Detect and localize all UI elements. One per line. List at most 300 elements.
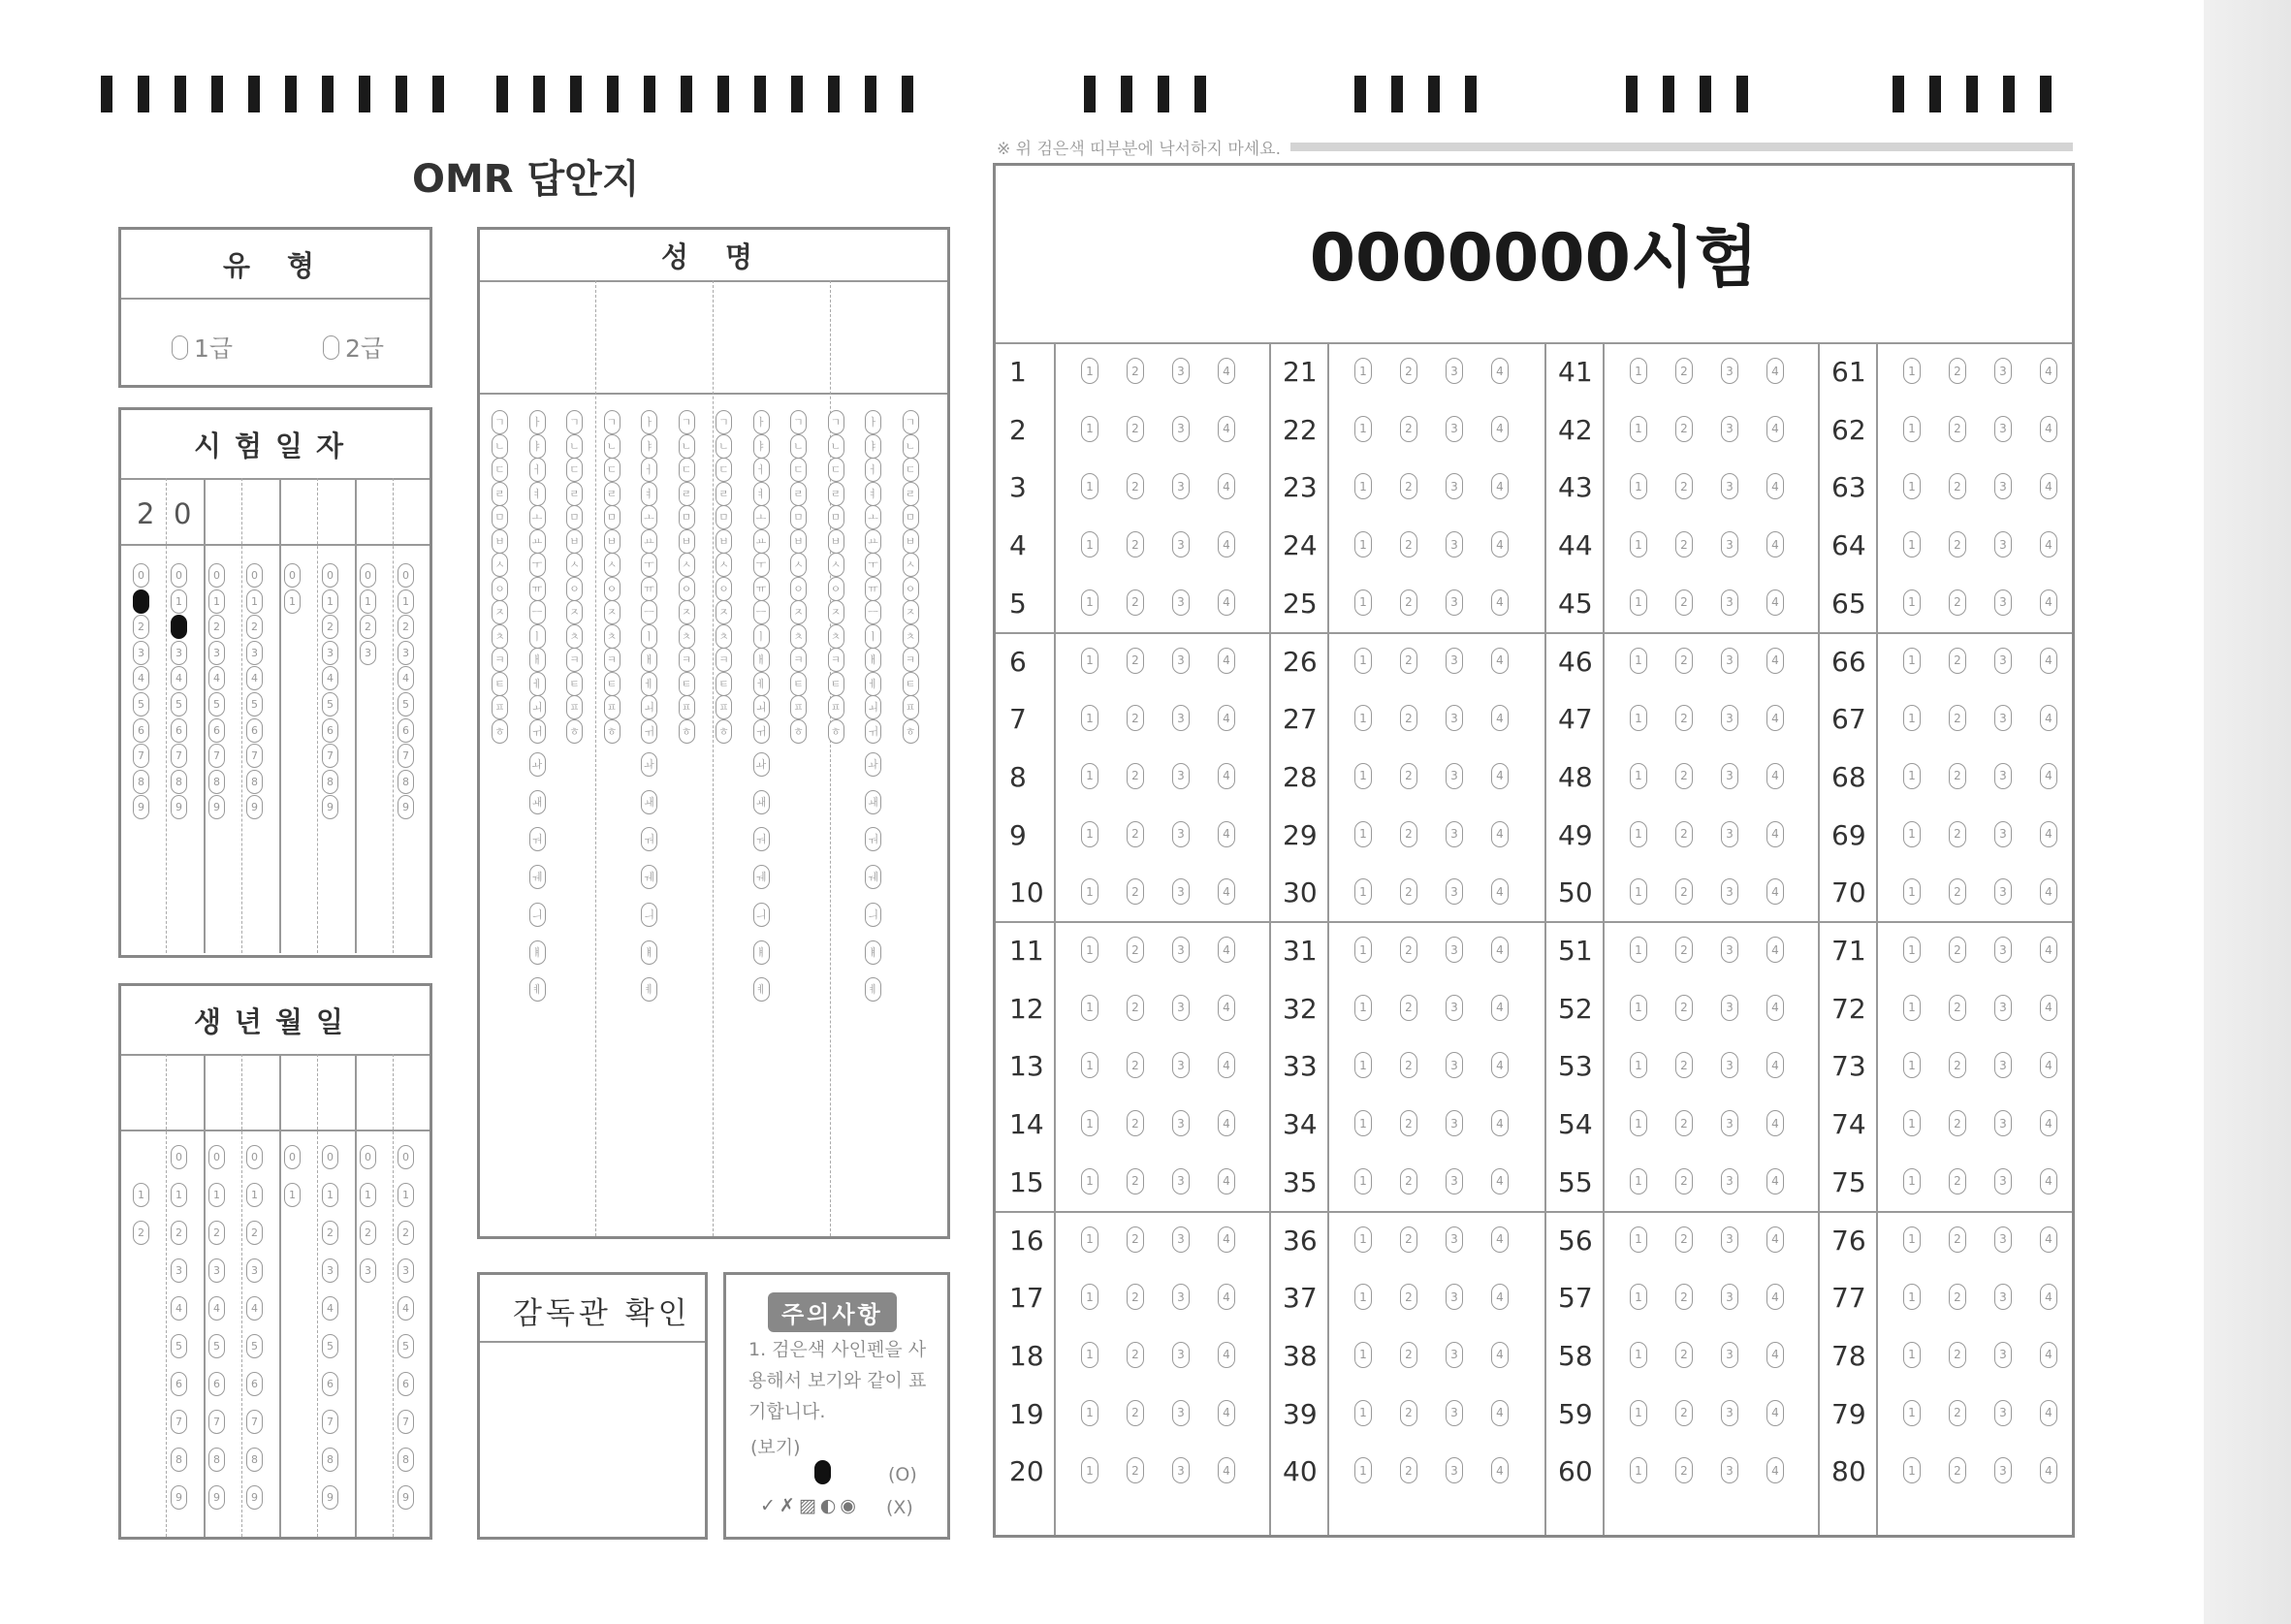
answer-bubble-q28-1[interactable]: 1	[1354, 763, 1372, 789]
answer-bubble-q2-2[interactable]: 2	[1127, 416, 1144, 442]
date-bubble-col6-0[interactable]: 0	[322, 563, 338, 588]
name-bubble[interactable]: ㅙ	[865, 790, 881, 814]
date-bubble-col4-3[interactable]: 3	[246, 641, 263, 665]
answer-bubble-q12-4[interactable]: 4	[1218, 995, 1235, 1021]
answer-bubble-q56-4[interactable]: 4	[1766, 1226, 1784, 1253]
name-bubble[interactable]: ㅞ	[641, 865, 657, 889]
date-bubble-col6-1[interactable]: 1	[322, 589, 338, 614]
name-bubble[interactable]: ㅣ	[865, 624, 881, 649]
answer-bubble-q36-3[interactable]: 3	[1446, 1226, 1463, 1253]
name-bubble[interactable]: ㄴ	[903, 434, 919, 459]
birth-bubble-col2-8[interactable]: 8	[171, 1448, 187, 1472]
birth-bubble-col4-2[interactable]: 2	[246, 1221, 263, 1245]
answer-bubble-q29-3[interactable]: 3	[1446, 821, 1463, 847]
name-bubble[interactable]: ㅈ	[492, 600, 508, 624]
answer-bubble-q79-3[interactable]: 3	[1994, 1400, 2012, 1426]
answer-bubble-q57-1[interactable]: 1	[1630, 1284, 1647, 1310]
answer-bubble-q49-1[interactable]: 1	[1630, 821, 1647, 847]
name-bubble[interactable]: ㅐ	[865, 648, 881, 672]
answer-bubble-q20-3[interactable]: 3	[1172, 1457, 1190, 1483]
name-bubble[interactable]: ㅎ	[492, 719, 508, 744]
name-bubble[interactable]: ㅑ	[865, 434, 881, 459]
answer-bubble-q63-3[interactable]: 3	[1994, 473, 2012, 499]
answer-bubble-q76-1[interactable]: 1	[1903, 1226, 1921, 1253]
name-bubble[interactable]: ㅁ	[679, 505, 695, 529]
answer-bubble-q27-1[interactable]: 1	[1354, 705, 1372, 731]
name-bubble[interactable]: ㅝ	[753, 827, 770, 851]
name-bubble[interactable]: ㅡ	[753, 600, 770, 624]
name-bubble[interactable]: ㅏ	[641, 410, 657, 434]
name-bubble[interactable]: ㅍ	[492, 695, 508, 719]
answer-bubble-q54-1[interactable]: 1	[1630, 1110, 1647, 1136]
date-bubble-col2-0[interactable]: 0	[171, 563, 187, 588]
date-bubble-col1-2[interactable]: 2	[133, 615, 149, 639]
answer-bubble-q22-3[interactable]: 3	[1446, 416, 1463, 442]
name-bubble[interactable]: ㅈ	[679, 600, 695, 624]
date-bubble-col2-2[interactable]	[171, 615, 187, 639]
answer-bubble-q18-4[interactable]: 4	[1218, 1342, 1235, 1368]
name-bubble[interactable]: ㄹ	[492, 482, 508, 506]
answer-bubble-q2-1[interactable]: 1	[1081, 416, 1098, 442]
name-bubble[interactable]: ㅕ	[865, 482, 881, 506]
name-bubble[interactable]: ㅚ	[753, 695, 770, 719]
answer-bubble-q5-4[interactable]: 4	[1218, 589, 1235, 616]
birth-bubble-col3-4[interactable]: 4	[208, 1296, 225, 1321]
name-bubble[interactable]: ㄱ	[604, 410, 620, 434]
name-bubble[interactable]: ㅍ	[828, 695, 844, 719]
name-bubble[interactable]: ㄷ	[604, 458, 620, 482]
name-bubble[interactable]: ㅇ	[492, 577, 508, 601]
answer-bubble-q73-4[interactable]: 4	[2040, 1052, 2057, 1078]
name-bubble[interactable]: ㄹ	[566, 482, 583, 506]
answer-bubble-q4-2[interactable]: 2	[1127, 531, 1144, 557]
date-bubble-col8-1[interactable]: 1	[398, 589, 414, 614]
date-bubble-col3-2[interactable]: 2	[208, 615, 225, 639]
date-bubble-col6-6[interactable]: 6	[322, 718, 338, 743]
birth-bubble-col2-1[interactable]: 1	[171, 1183, 187, 1207]
date-bubble-col3-7[interactable]: 7	[208, 744, 225, 768]
name-bubble[interactable]: ㅓ	[865, 458, 881, 482]
name-bubble[interactable]: ㅂ	[716, 529, 732, 554]
name-bubble[interactable]: ㅌ	[492, 672, 508, 696]
name-bubble[interactable]: ㅂ	[903, 529, 919, 554]
name-bubble[interactable]: ㅊ	[604, 624, 620, 649]
name-bubble[interactable]: ㅌ	[903, 672, 919, 696]
date-bubble-col1-6[interactable]: 6	[133, 718, 149, 743]
answer-bubble-q73-3[interactable]: 3	[1994, 1052, 2012, 1078]
answer-bubble-q70-2[interactable]: 2	[1949, 878, 1966, 905]
birth-bubble-col5-1[interactable]: 1	[284, 1183, 301, 1207]
answer-bubble-q70-4[interactable]: 4	[2040, 878, 2057, 905]
answer-bubble-q75-1[interactable]: 1	[1903, 1168, 1921, 1194]
date-bubble-col5-0[interactable]: 0	[284, 563, 301, 588]
answer-bubble-q64-4[interactable]: 4	[2040, 531, 2057, 557]
birth-bubble-col8-0[interactable]: 0	[398, 1145, 414, 1169]
date-bubble-col7-0[interactable]: 0	[360, 563, 376, 588]
answer-bubble-q56-3[interactable]: 3	[1721, 1226, 1738, 1253]
answer-bubble-q77-2[interactable]: 2	[1949, 1284, 1966, 1310]
answer-bubble-q78-3[interactable]: 3	[1994, 1342, 2012, 1368]
answer-bubble-q3-2[interactable]: 2	[1127, 473, 1144, 499]
answer-bubble-q60-1[interactable]: 1	[1630, 1457, 1647, 1483]
answer-bubble-q12-3[interactable]: 3	[1172, 995, 1190, 1021]
name-bubble[interactable]: ㅋ	[903, 648, 919, 672]
answer-bubble-q42-2[interactable]: 2	[1675, 416, 1693, 442]
date-bubble-col8-6[interactable]: 6	[398, 718, 414, 743]
name-bubble[interactable]: ㅟ	[865, 719, 881, 744]
answer-bubble-q25-2[interactable]: 2	[1400, 589, 1417, 616]
birth-bubble-col3-1[interactable]: 1	[208, 1183, 225, 1207]
answer-bubble-q21-4[interactable]: 4	[1491, 358, 1509, 384]
name-bubble[interactable]: ㅔ	[753, 672, 770, 696]
name-bubble[interactable]: ㅊ	[790, 624, 807, 649]
name-bubble[interactable]: ㄴ	[679, 434, 695, 459]
answer-bubble-q52-1[interactable]: 1	[1630, 995, 1647, 1021]
answer-bubble-q49-3[interactable]: 3	[1721, 821, 1738, 847]
name-bubble[interactable]: ㅂ	[790, 529, 807, 554]
answer-bubble-q76-2[interactable]: 2	[1949, 1226, 1966, 1253]
birth-bubble-col6-3[interactable]: 3	[322, 1258, 338, 1283]
answer-bubble-q46-4[interactable]: 4	[1766, 648, 1784, 674]
date-bubble-col7-2[interactable]: 2	[360, 615, 376, 639]
name-bubble[interactable]: ㅊ	[566, 624, 583, 649]
answer-bubble-q58-4[interactable]: 4	[1766, 1342, 1784, 1368]
answer-bubble-q67-2[interactable]: 2	[1949, 705, 1966, 731]
name-bubble[interactable]: ㅍ	[604, 695, 620, 719]
name-bubble[interactable]: ㅇ	[679, 577, 695, 601]
name-bubble[interactable]: ㅅ	[790, 553, 807, 577]
answer-bubble-q76-3[interactable]: 3	[1994, 1226, 2012, 1253]
answer-bubble-q50-2[interactable]: 2	[1675, 878, 1693, 905]
answer-bubble-q10-1[interactable]: 1	[1081, 878, 1098, 905]
birth-bubble-col2-6[interactable]: 6	[171, 1372, 187, 1396]
name-bubble[interactable]: ㄴ	[566, 434, 583, 459]
answer-bubble-q58-3[interactable]: 3	[1721, 1342, 1738, 1368]
birth-bubble-col2-0[interactable]: 0	[171, 1145, 187, 1169]
answer-bubble-q8-1[interactable]: 1	[1081, 763, 1098, 789]
date-bubble-col1-7[interactable]: 7	[133, 744, 149, 768]
answer-bubble-q72-2[interactable]: 2	[1949, 995, 1966, 1021]
answer-bubble-q33-1[interactable]: 1	[1354, 1052, 1372, 1078]
answer-bubble-q6-1[interactable]: 1	[1081, 648, 1098, 674]
answer-bubble-q66-3[interactable]: 3	[1994, 648, 2012, 674]
answer-bubble-q38-3[interactable]: 3	[1446, 1342, 1463, 1368]
answer-bubble-q13-1[interactable]: 1	[1081, 1052, 1098, 1078]
answer-bubble-q55-4[interactable]: 4	[1766, 1168, 1784, 1194]
answer-bubble-q53-4[interactable]: 4	[1766, 1052, 1784, 1078]
answer-bubble-q79-2[interactable]: 2	[1949, 1400, 1966, 1426]
name-bubble[interactable]: ㅠ	[865, 577, 881, 601]
answer-bubble-q77-3[interactable]: 3	[1994, 1284, 2012, 1310]
name-bubble[interactable]: ㅁ	[566, 505, 583, 529]
answer-bubble-q59-1[interactable]: 1	[1630, 1400, 1647, 1426]
answer-bubble-q74-1[interactable]: 1	[1903, 1110, 1921, 1136]
name-bubble[interactable]: ㅇ	[716, 577, 732, 601]
answer-bubble-q47-2[interactable]: 2	[1675, 705, 1693, 731]
name-bubble[interactable]: ㅍ	[679, 695, 695, 719]
answer-bubble-q48-3[interactable]: 3	[1721, 763, 1738, 789]
answer-bubble-q40-2[interactable]: 2	[1400, 1457, 1417, 1483]
answer-bubble-q80-1[interactable]: 1	[1903, 1457, 1921, 1483]
answer-bubble-q51-1[interactable]: 1	[1630, 937, 1647, 963]
answer-bubble-q35-1[interactable]: 1	[1354, 1168, 1372, 1194]
name-bubble[interactable]: ㅇ	[566, 577, 583, 601]
date-bubble-col2-3[interactable]: 3	[171, 641, 187, 665]
name-bubble[interactable]: ㅟ	[529, 719, 546, 744]
answer-bubble-q78-4[interactable]: 4	[2040, 1342, 2057, 1368]
name-bubble[interactable]: ㄱ	[679, 410, 695, 434]
answer-bubble-q2-3[interactable]: 3	[1172, 416, 1190, 442]
date-bubble-col1-4[interactable]: 4	[133, 666, 149, 690]
answer-bubble-q57-3[interactable]: 3	[1721, 1284, 1738, 1310]
date-bubble-col3-8[interactable]: 8	[208, 770, 225, 794]
answer-bubble-q63-1[interactable]: 1	[1903, 473, 1921, 499]
name-bubble[interactable]: ㄴ	[604, 434, 620, 459]
name-bubble[interactable]: ㅕ	[753, 482, 770, 506]
answer-bubble-q36-4[interactable]: 4	[1491, 1226, 1509, 1253]
birth-bubble-col3-8[interactable]: 8	[208, 1448, 225, 1472]
answer-bubble-q52-3[interactable]: 3	[1721, 995, 1738, 1021]
answer-bubble-q27-2[interactable]: 2	[1400, 705, 1417, 731]
name-bubble[interactable]: ㄹ	[790, 482, 807, 506]
answer-bubble-q70-1[interactable]: 1	[1903, 878, 1921, 905]
answer-bubble-q72-1[interactable]: 1	[1903, 995, 1921, 1021]
answer-bubble-q50-1[interactable]: 1	[1630, 878, 1647, 905]
date-bubble-col1-1[interactable]	[133, 589, 149, 614]
answer-bubble-q15-1[interactable]: 1	[1081, 1168, 1098, 1194]
birth-bubble-col2-4[interactable]: 4	[171, 1296, 187, 1321]
answer-bubble-q47-1[interactable]: 1	[1630, 705, 1647, 731]
date-bubble-col4-7[interactable]: 7	[246, 744, 263, 768]
name-bubble[interactable]: ㅠ	[641, 577, 657, 601]
birth-bubble-col4-3[interactable]: 3	[246, 1258, 263, 1283]
answer-bubble-q1-1[interactable]: 1	[1081, 358, 1098, 384]
answer-bubble-q19-4[interactable]: 4	[1218, 1400, 1235, 1426]
answer-bubble-q39-4[interactable]: 4	[1491, 1400, 1509, 1426]
answer-bubble-q45-2[interactable]: 2	[1675, 589, 1693, 616]
answer-bubble-q59-3[interactable]: 3	[1721, 1400, 1738, 1426]
answer-bubble-q17-1[interactable]: 1	[1081, 1284, 1098, 1310]
name-bubble[interactable]: ㅝ	[641, 827, 657, 851]
answer-bubble-q41-2[interactable]: 2	[1675, 358, 1693, 384]
date-bubble-col1-8[interactable]: 8	[133, 770, 149, 794]
answer-bubble-q18-3[interactable]: 3	[1172, 1342, 1190, 1368]
answer-bubble-q73-1[interactable]: 1	[1903, 1052, 1921, 1078]
answer-bubble-q74-3[interactable]: 3	[1994, 1110, 2012, 1136]
birth-bubble-col6-8[interactable]: 8	[322, 1448, 338, 1472]
birth-bubble-col7-2[interactable]: 2	[360, 1221, 376, 1245]
birth-bubble-col6-6[interactable]: 6	[322, 1372, 338, 1396]
answer-bubble-q69-4[interactable]: 4	[2040, 821, 2057, 847]
name-bubble[interactable]: ㄴ	[790, 434, 807, 459]
answer-bubble-q10-4[interactable]: 4	[1218, 878, 1235, 905]
name-bubble[interactable]: ㅍ	[790, 695, 807, 719]
name-bubble[interactable]: ㅁ	[492, 505, 508, 529]
name-bubble[interactable]: ㅗ	[865, 505, 881, 529]
name-bubble[interactable]: ㅎ	[716, 719, 732, 744]
name-bubble[interactable]: ㅙ	[641, 790, 657, 814]
date-bubble-col8-4[interactable]: 4	[398, 666, 414, 690]
birth-bubble-col2-5[interactable]: 5	[171, 1334, 187, 1358]
answer-bubble-q48-2[interactable]: 2	[1675, 763, 1693, 789]
name-bubble[interactable]: ㅕ	[641, 482, 657, 506]
name-bubble[interactable]: ㅘ	[529, 752, 546, 777]
name-bubble[interactable]: ㅔ	[529, 672, 546, 696]
name-bubble[interactable]: ㅗ	[529, 505, 546, 529]
name-bubble[interactable]: ㅏ	[865, 410, 881, 434]
answer-bubble-q24-1[interactable]: 1	[1354, 531, 1372, 557]
name-bubble[interactable]: ㅡ	[641, 600, 657, 624]
name-bubble[interactable]: ㅐ	[529, 648, 546, 672]
date-bubble-col8-0[interactable]: 0	[398, 563, 414, 588]
name-bubble[interactable]: ㅋ	[828, 648, 844, 672]
birth-bubble-col6-9[interactable]: 9	[322, 1485, 338, 1510]
answer-bubble-q12-1[interactable]: 1	[1081, 995, 1098, 1021]
name-bubble[interactable]: ㄷ	[790, 458, 807, 482]
name-bubble[interactable]: ㅝ	[529, 827, 546, 851]
answer-bubble-q12-2[interactable]: 2	[1127, 995, 1144, 1021]
date-bubble-col5-1[interactable]: 1	[284, 589, 301, 614]
name-bubble[interactable]: ㅂ	[604, 529, 620, 554]
answer-bubble-q20-2[interactable]: 2	[1127, 1457, 1144, 1483]
answer-bubble-q14-4[interactable]: 4	[1218, 1110, 1235, 1136]
name-bubble[interactable]: ㅜ	[753, 553, 770, 577]
answer-bubble-q8-3[interactable]: 3	[1172, 763, 1190, 789]
date-bubble-col1-9[interactable]: 9	[133, 795, 149, 819]
answer-bubble-q53-3[interactable]: 3	[1721, 1052, 1738, 1078]
birth-bubble-col6-2[interactable]: 2	[322, 1221, 338, 1245]
answer-bubble-q1-3[interactable]: 3	[1172, 358, 1190, 384]
name-bubble[interactable]: ㅔ	[641, 672, 657, 696]
name-bubble[interactable]: ㅖ	[865, 977, 881, 1002]
answer-bubble-q65-2[interactable]: 2	[1949, 589, 1966, 616]
answer-bubble-q19-1[interactable]: 1	[1081, 1400, 1098, 1426]
name-bubble[interactable]: ㅋ	[790, 648, 807, 672]
name-bubble[interactable]: ㅈ	[716, 600, 732, 624]
answer-bubble-q52-4[interactable]: 4	[1766, 995, 1784, 1021]
answer-bubble-q59-2[interactable]: 2	[1675, 1400, 1693, 1426]
name-bubble[interactable]: ㅖ	[529, 977, 546, 1002]
answer-bubble-q24-2[interactable]: 2	[1400, 531, 1417, 557]
answer-bubble-q10-3[interactable]: 3	[1172, 878, 1190, 905]
answer-bubble-q40-1[interactable]: 1	[1354, 1457, 1372, 1483]
name-bubble[interactable]: ㅘ	[641, 752, 657, 777]
name-bubble[interactable]: ㅙ	[529, 790, 546, 814]
answer-bubble-q23-4[interactable]: 4	[1491, 473, 1509, 499]
answer-bubble-q60-2[interactable]: 2	[1675, 1457, 1693, 1483]
answer-bubble-q32-3[interactable]: 3	[1446, 995, 1463, 1021]
answer-bubble-q31-3[interactable]: 3	[1446, 937, 1463, 963]
name-bubble[interactable]: ㅡ	[529, 600, 546, 624]
answer-bubble-q16-1[interactable]: 1	[1081, 1226, 1098, 1253]
name-bubble[interactable]: ㅒ	[529, 940, 546, 965]
answer-bubble-q34-3[interactable]: 3	[1446, 1110, 1463, 1136]
name-bubble[interactable]: ㄱ	[492, 410, 508, 434]
answer-bubble-q46-1[interactable]: 1	[1630, 648, 1647, 674]
answer-bubble-q4-1[interactable]: 1	[1081, 531, 1098, 557]
date-bubble-col8-7[interactable]: 7	[398, 744, 414, 768]
answer-bubble-q39-2[interactable]: 2	[1400, 1400, 1417, 1426]
answer-bubble-q23-2[interactable]: 2	[1400, 473, 1417, 499]
name-bubble[interactable]: ㅅ	[828, 553, 844, 577]
answer-bubble-q26-4[interactable]: 4	[1491, 648, 1509, 674]
name-bubble[interactable]: ㅏ	[529, 410, 546, 434]
answer-bubble-q40-4[interactable]: 4	[1491, 1457, 1509, 1483]
name-bubble[interactable]: ㅎ	[566, 719, 583, 744]
answer-bubble-q30-3[interactable]: 3	[1446, 878, 1463, 905]
name-bubble[interactable]: ㅚ	[529, 695, 546, 719]
answer-bubble-q3-3[interactable]: 3	[1172, 473, 1190, 499]
birth-bubble-col4-4[interactable]: 4	[246, 1296, 263, 1321]
birth-bubble-col2-2[interactable]: 2	[171, 1221, 187, 1245]
answer-bubble-q78-1[interactable]: 1	[1903, 1342, 1921, 1368]
answer-bubble-q63-4[interactable]: 4	[2040, 473, 2057, 499]
answer-bubble-q25-1[interactable]: 1	[1354, 589, 1372, 616]
answer-bubble-q75-4[interactable]: 4	[2040, 1168, 2057, 1194]
name-bubble[interactable]: ㄷ	[716, 458, 732, 482]
date-bubble-col6-5[interactable]: 5	[322, 692, 338, 716]
answer-bubble-q71-2[interactable]: 2	[1949, 937, 1966, 963]
name-bubble[interactable]: ㅂ	[492, 529, 508, 554]
answer-bubble-q18-2[interactable]: 2	[1127, 1342, 1144, 1368]
name-bubble[interactable]: ㅠ	[529, 577, 546, 601]
answer-bubble-q67-4[interactable]: 4	[2040, 705, 2057, 731]
name-bubble[interactable]: ㅁ	[716, 505, 732, 529]
answer-bubble-q61-3[interactable]: 3	[1994, 358, 2012, 384]
name-bubble[interactable]: ㄹ	[828, 482, 844, 506]
answer-bubble-q44-4[interactable]: 4	[1766, 531, 1784, 557]
name-bubble[interactable]: ㅅ	[566, 553, 583, 577]
answer-bubble-q28-4[interactable]: 4	[1491, 763, 1509, 789]
answer-bubble-q76-4[interactable]: 4	[2040, 1226, 2057, 1253]
date-bubble-col4-2[interactable]: 2	[246, 615, 263, 639]
name-bubble[interactable]: ㄱ	[828, 410, 844, 434]
name-bubble[interactable]: ㅑ	[753, 434, 770, 459]
birth-bubble-col3-3[interactable]: 3	[208, 1258, 225, 1283]
answer-bubble-q44-2[interactable]: 2	[1675, 531, 1693, 557]
answer-bubble-q25-4[interactable]: 4	[1491, 589, 1509, 616]
name-bubble[interactable]: ㄷ	[903, 458, 919, 482]
date-bubble-col3-9[interactable]: 9	[208, 795, 225, 819]
name-bubble[interactable]: ㅛ	[753, 529, 770, 554]
birth-bubble-col7-1[interactable]: 1	[360, 1183, 376, 1207]
birth-bubble-col4-0[interactable]: 0	[246, 1145, 263, 1169]
answer-bubble-q31-1[interactable]: 1	[1354, 937, 1372, 963]
name-bubble[interactable]: ㅐ	[641, 648, 657, 672]
answer-bubble-q34-4[interactable]: 4	[1491, 1110, 1509, 1136]
answer-bubble-q77-4[interactable]: 4	[2040, 1284, 2057, 1310]
name-bubble[interactable]: ㄱ	[903, 410, 919, 434]
answer-bubble-q24-3[interactable]: 3	[1446, 531, 1463, 557]
answer-bubble-q9-1[interactable]: 1	[1081, 821, 1098, 847]
name-bubble[interactable]: ㅢ	[529, 903, 546, 927]
name-bubble[interactable]: ㅗ	[753, 505, 770, 529]
answer-bubble-q4-4[interactable]: 4	[1218, 531, 1235, 557]
name-bubble[interactable]: ㅋ	[716, 648, 732, 672]
answer-bubble-q44-3[interactable]: 3	[1721, 531, 1738, 557]
answer-bubble-q34-2[interactable]: 2	[1400, 1110, 1417, 1136]
answer-bubble-q75-2[interactable]: 2	[1949, 1168, 1966, 1194]
name-bubble[interactable]: ㅞ	[753, 865, 770, 889]
date-bubble-col2-5[interactable]: 5	[171, 692, 187, 716]
answer-bubble-q59-4[interactable]: 4	[1766, 1400, 1784, 1426]
name-bubble[interactable]: ㅈ	[604, 600, 620, 624]
answer-bubble-q30-1[interactable]: 1	[1354, 878, 1372, 905]
birth-bubble-col8-5[interactable]: 5	[398, 1334, 414, 1358]
name-bubble[interactable]: ㅍ	[903, 695, 919, 719]
name-bubble[interactable]: ㅣ	[753, 624, 770, 649]
birth-bubble-col8-1[interactable]: 1	[398, 1183, 414, 1207]
